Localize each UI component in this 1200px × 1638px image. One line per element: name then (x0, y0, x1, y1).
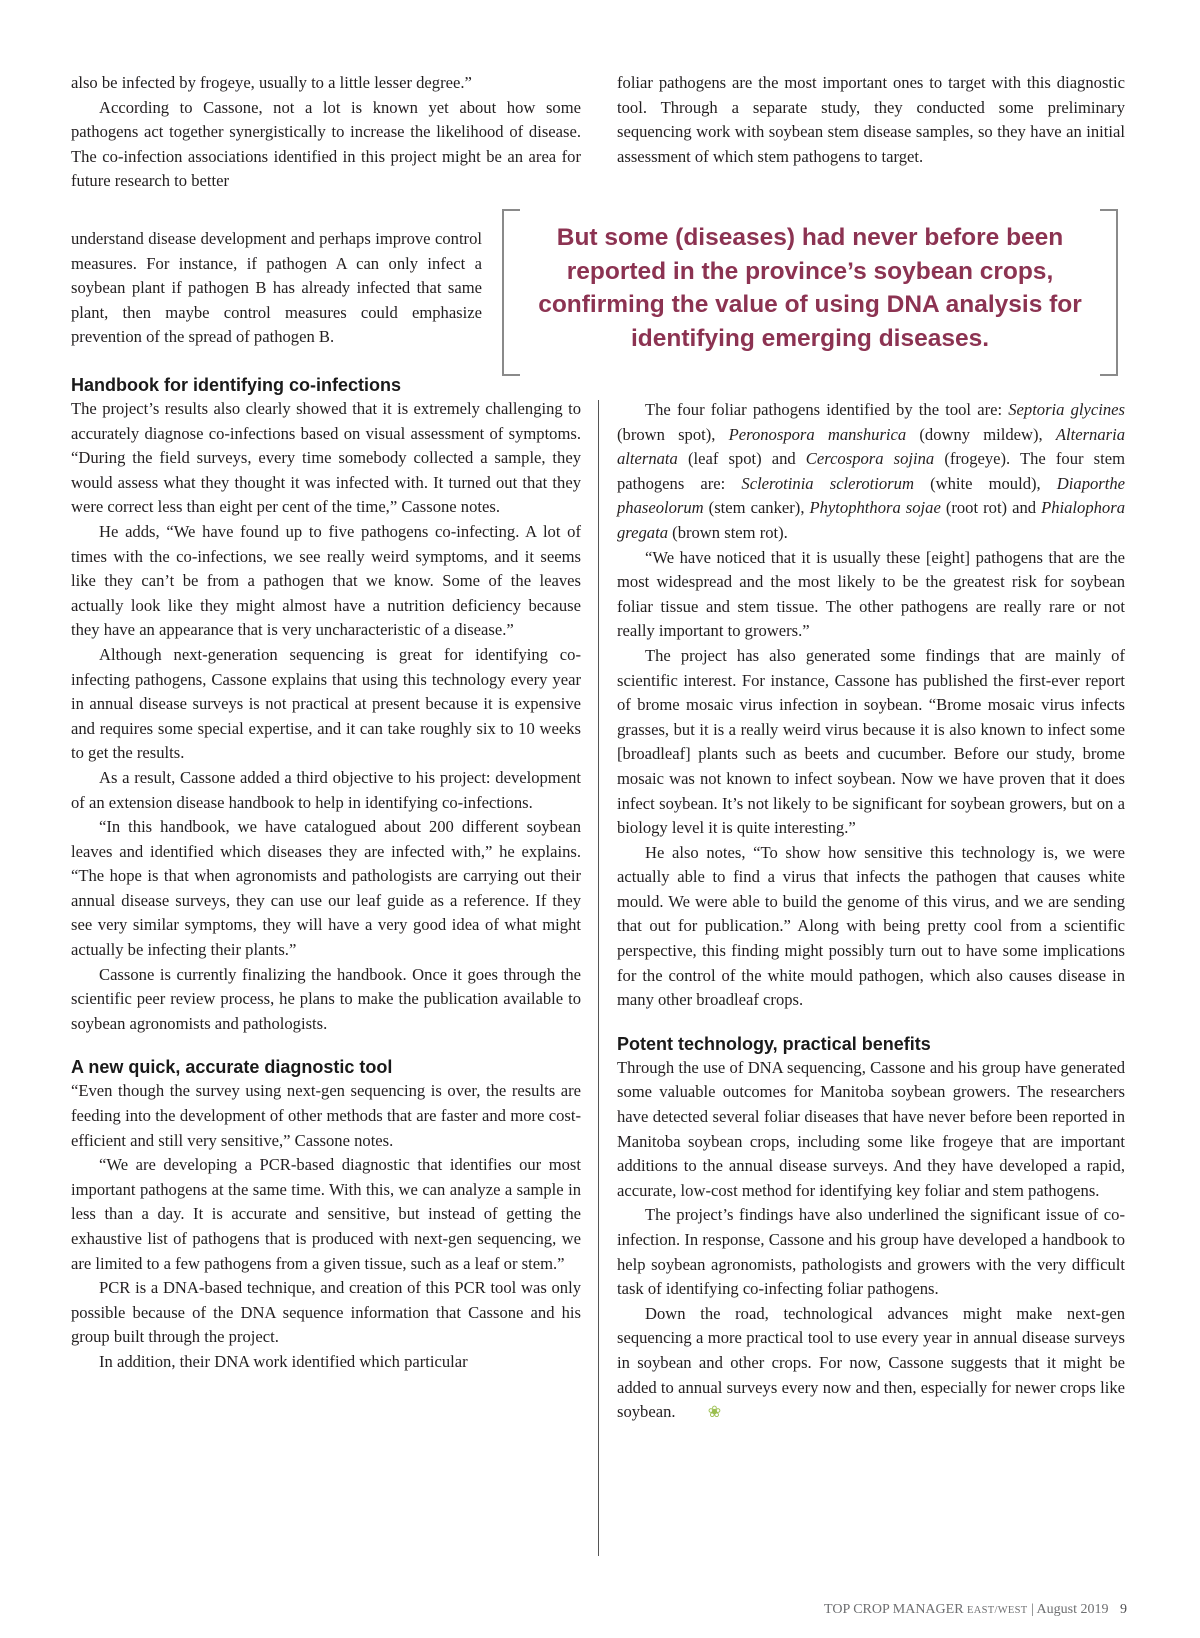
species-name: Septoria glycines (1008, 400, 1125, 419)
paragraph: “We have noticed that it is usually these [eight] pathogens that are the most widespread and the most likely to be the greatest risk for soybean foliar tissue and stem tissue. The other pathogens are really rare or not really important to growers.” (617, 547, 1125, 641)
section-heading: Handbook for identifying co-infections (71, 375, 401, 395)
paragraph: Through the use of DNA sequencing, Cassone and his group have generated some valuable outcomes for Manitoba soybean growers. The researchers have detected several foliar diseases that have never before been reported in Manitoba soybean crops, including some like frogeye that are important additions to the annual disease surveys. And they have developed a rapid, accurate, low-cost method for identifying key foliar and stem pathogens. (617, 1057, 1125, 1200)
paragraph: “Even though the survey using next-gen sequencing is over, the results are feeding into the development of other methods that are faster and more cost-efficient and still very sensitive,” Cassone notes. (71, 1081, 581, 1150)
paragraph: PCR is a DNA-based technique, and creation of this PCR tool was only possible because of the DNA sequence information that Cassone and his group built through the project. (71, 1278, 581, 1347)
paragraph: “We are developing a PCR-based diagnostic that identifies our most important pathogens at the same time. With this, we can analyze a sample in less than a day. It is accurate and sensitive, but instead of getting the exhaustive list of pathogens that is produced with next-gen sequencing, we are limited to a few pathogens from a given tissue, such as a leaf or stem.” (71, 1155, 581, 1273)
paragraph: The project’s findings have also underlined the significant issue of co-infection. In response, Cassone and his group have developed a handbook to help soybean agronomists, pathologists and growers with the very difficult task of identifying co-infecting foliar pathogens. (617, 1205, 1125, 1299)
pull-quote-right-bracket (1100, 209, 1118, 376)
species-name: Phialophora gregata (617, 498, 1125, 542)
footer-separator: | (1031, 1602, 1034, 1617)
pull-quote-text: But some (diseases) had never before been reported in the province’s soybean crops, confirming the value of using DNA analysis for identifying emerging diseases. (538, 224, 1082, 352)
paragraph: According to Cassone, not a lot is known yet about how some pathogens act together synergistically to increase the likelihood of disease. The co-infection associations identified in this project might be an area for future research to better (71, 97, 581, 191)
top-left-column (71, 71, 581, 194)
paragraph: Down the road, technological advances might make next-gen sequencing a more practical tool to use every year in annual disease surveys in soybean and other crops. For now, Cassone suggests that it might be added to annual surveys every now and then, especially for newer crops like soybean. ❀ (617, 1302, 1125, 1426)
paragraph: The four foliar pathogens identified by the tool are: Septoria glycines (brown spot), Peronospora manshurica (downy mildew), Alternaria alternata (leaf spot) and Cercospora sojina (frogeye). The four stem pathogens are: Sclerotinia sclerotiorum (white mould), Diaporthe phaseolorum (stem canker), Phytophthora sojae (root rot) and Phialophora gregata (brown stem rot). (617, 400, 1126, 542)
species-name: Diaporthe phaseolorum (617, 473, 1126, 518)
left-main-column (71, 373, 581, 1375)
paragraph: In addition, their DNA work identified which particular (99, 1351, 468, 1371)
paragraph: The project’s results also clearly showed that it is extremely challenging to accurately diagnose co-infections based on visual assessment of symptoms. “During the field surveys, every time somebody collected a sample, they would assess what they thought it was infected with. It turned out that they were correct less than eight per cent of the time,” Cassone notes. (71, 399, 581, 517)
right-main-column (617, 398, 1125, 1426)
section-heading: Potent technology, practical benefits (617, 1033, 931, 1054)
pull-quote-left-bracket (502, 209, 520, 376)
species-name: Phytophthora sojae (809, 498, 941, 518)
species-name: Sclerotinia sclerotiorum (741, 473, 914, 493)
paragraph: Cassone is currently finalizing the handbook. Once it goes through the scientific peer review process, he plans to make the publication available to soybean agronomists and pathologists. (71, 964, 581, 1033)
species-name: Alternaria alternata (617, 424, 1126, 469)
species-name: Peronospora manshurica (728, 424, 907, 444)
edition-label: EAST/WEST (967, 1605, 1028, 1616)
paragraph: He also notes, “To show how sensitive this technology is, we were actually able to find a virus that infects the pathogen that causes white mould. We were able to build the genome of this virus, and we are sending that out for publication.” Along with being pretty cool from a scientific perspective, this finding might possibly turn out to have some implications for the control of the white mould pathogen, which also causes disease in many other broadleaf crops. (617, 842, 1125, 1010)
issue-date: August 2019 (1036, 1602, 1109, 1617)
top-right-column (617, 71, 1125, 169)
leaf-icon: ❀ (707, 1404, 722, 1422)
section-heading: A new quick, accurate diagnostic tool (71, 1057, 393, 1078)
pull-quote (502, 209, 1118, 376)
paragraph: also be infected by frogeye, usually to a little lesser degree.” (71, 73, 472, 92)
paragraph: “In this handbook, we have catalogued about 200 different soybean leaves and identified which diseases they are infected with,” he explains. “The hope is that when agronomists and pathologists are carrying out their annual disease surveys, they can use our leaf guide as a reference. If they see very similar symptoms, they will have a very good idea of what might actually be infecting their plants.” (71, 817, 581, 960)
page-number: 9 (1120, 1602, 1127, 1617)
paragraph: He adds, “We have found up to five pathogens co-infecting. A lot of times with the co-infections, we see really weird symptoms, and it seems like they can’t be from a pathogen that we know. Some of the leaves actually look like they might almost have a nutrition deficiency because they have an appearance that is very uncharacteristic of a disease.” (71, 521, 581, 640)
column-divider (598, 400, 599, 1556)
page-footer (824, 1602, 1127, 1618)
left-column-wrap (71, 227, 482, 350)
paragraph: The project has also generated some findings that are mainly of scientific interest. For instance, Cassone has published the first-ever report of brome mosaic virus infection in soybean. “Brome mosaic virus infects grasses, but it is a really weird virus because it is also known to infect some [broadleaf] plants such as beets and cucumber. Before our study, brome mosaic was not known to infect soybean. Now we have proven that it does infect soybean. It’s not likely to be significant for soybean growers, but on a biology level it is quite interesting.” (617, 645, 1125, 838)
species-name: Cercospora sojina (805, 449, 935, 469)
paragraph: understand disease development and perhaps improve control measures. For instance, if pathogen A can only infect a soybean plant if pathogen B has already infected that same plant, then maybe control measures could emphasize prevention of the spread of pathogen B. (71, 229, 482, 347)
paragraph: foliar pathogens are the most important ones to target with this diagnostic tool. Through a separate study, they conducted some preliminary sequencing work with soybean stem disease samples, so they have an initial assessment of which stem pathogens to target. (617, 73, 1125, 166)
paragraph: As a result, Cassone added a third objective to his project: development of an extension disease handbook to help in identifying co-infections. (71, 767, 581, 812)
paragraph: Although next-generation sequencing is great for identifying co-infecting pathogens, Cassone explains that using this technology every year in annual disease surveys is not practical at present because it is expensive and requires some special expertise, and it can take roughly six to 10 weeks to get the results. (71, 644, 581, 763)
magazine-name: TOP CROP MANAGER (824, 1602, 964, 1617)
